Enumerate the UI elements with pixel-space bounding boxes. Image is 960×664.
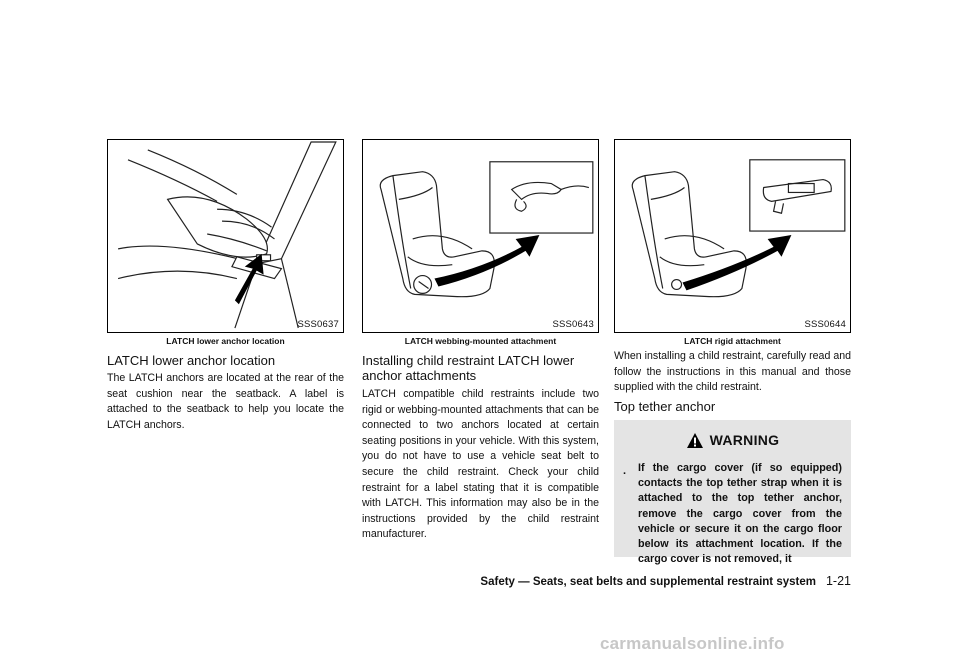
figure-lower-anchor-location bbox=[107, 139, 344, 333]
section-body-installing-latch: LATCH compatible child restraints include two rigid or webbing-mounted attachments that can be connected to two anchors located at certain seating positions in your vehicle. With this system, you do not have to use a vehicle seat belt to secure the child restraint. Check your child restraint for a label stating that it is compatible with LATCH. This information may also be in the instructions provided by the child restraint manufacturer. bbox=[362, 388, 599, 541]
watermark: carmanualsonline.info bbox=[600, 634, 785, 653]
footer-section-title: Safety — Seats, seat belts and supplemental restraint system bbox=[480, 576, 816, 588]
page-number: 1-21 bbox=[825, 574, 851, 588]
section-heading-lower-anchor: LATCH lower anchor location bbox=[107, 353, 276, 368]
warning-box bbox=[614, 420, 851, 566]
figure-code: SSS0644 bbox=[804, 319, 846, 330]
figure-code: SSS0637 bbox=[297, 319, 339, 330]
section-heading-top-tether: Top tether anchor bbox=[614, 399, 716, 414]
figure-rigid-attachment bbox=[614, 139, 851, 333]
figure-caption: LATCH rigid attachment bbox=[684, 336, 781, 346]
section-heading-installing-latch: Installing child restraint LATCH lower anchor attachments bbox=[362, 353, 575, 383]
figure-code: SSS0643 bbox=[552, 319, 594, 330]
warning-bullet: . bbox=[623, 465, 627, 477]
page-footer bbox=[0, 574, 851, 588]
warning-title-text: WARNING bbox=[709, 432, 780, 448]
figure-webbing-mounted-attachment bbox=[362, 139, 599, 333]
figure-caption: LATCH webbing-mounted attachment bbox=[404, 336, 557, 346]
webbing-attachment-illustration bbox=[363, 140, 598, 332]
warning-triangle-icon bbox=[686, 432, 704, 449]
warning-text: If the cargo cover (if so equipped) contacts the top tether strap when it is attached to the top tether anchor, remove the cargo cover from the vehicle or secure it on the cargo floor below its attachment location. If the cargo cover is not removed, it bbox=[638, 462, 842, 566]
rigid-attachment-illustration bbox=[615, 140, 850, 332]
lower-anchor-illustration bbox=[108, 140, 343, 332]
section-body-installing-instructions: When installing a child restraint, carefully read and follow the instructions in this manual and those supplied with the child restraint. bbox=[614, 350, 851, 394]
figure-caption: LATCH lower anchor location bbox=[166, 336, 285, 346]
warning-title bbox=[614, 432, 851, 449]
section-body-lower-anchor: The LATCH anchors are located at the rear of the seat cushion near the seatback. A label is attached to the seatback to help you locate the LATCH anchors. bbox=[107, 372, 344, 431]
